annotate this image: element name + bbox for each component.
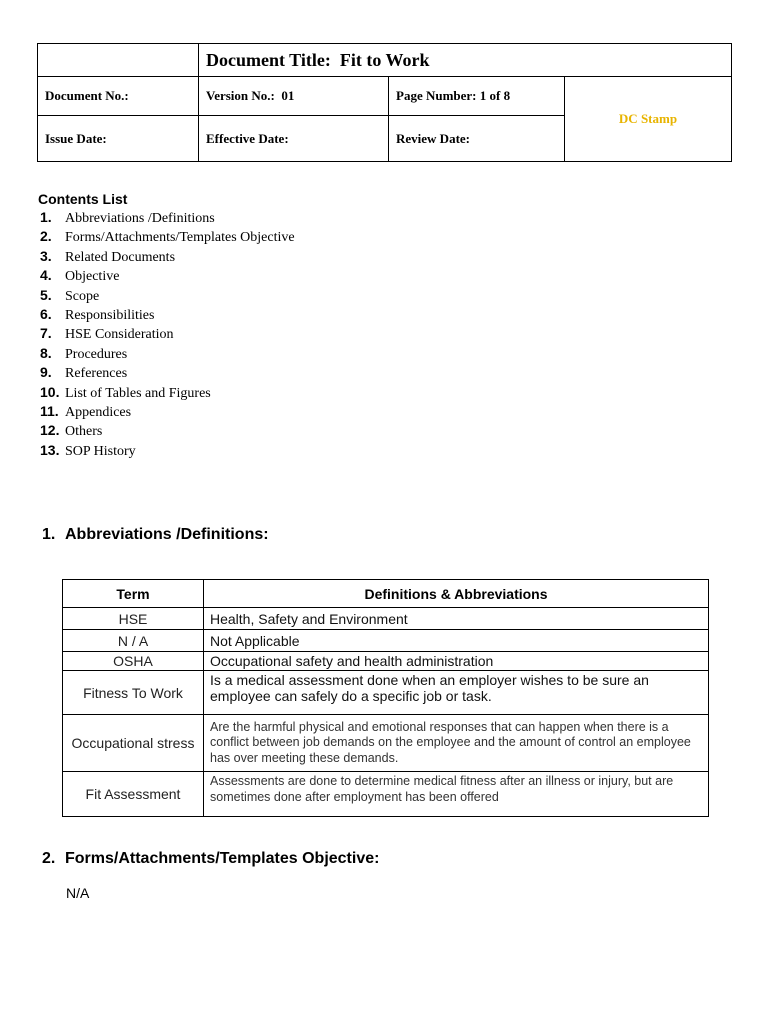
issue-date-label: Issue Date: [38, 116, 199, 162]
contents-item: 3. Related Documents [40, 247, 176, 265]
contents-item: 13. SOP History [40, 441, 136, 459]
definitions-table [62, 579, 709, 817]
contents-item: 12. Others [40, 422, 103, 440]
forms-section-body: N/A [66, 885, 90, 901]
document-no-label: Document No.: [38, 77, 199, 116]
column-header-definitions: Definitions & Abbreviations [204, 580, 709, 608]
section-heading-abbreviations: 1. Abbreviations /Definitions: [42, 526, 269, 543]
section-heading-forms: 2. Forms/Attachments/Templates Objective: [42, 850, 380, 867]
contents-item: 5. Scope [40, 286, 100, 304]
dc-stamp: DC Stamp [565, 77, 732, 162]
page-number: Page Number: 1 of 8 [389, 77, 565, 116]
table-header-row [63, 580, 709, 608]
contents-item: 2. Forms/Attachments/Templates Objective [40, 228, 295, 246]
contents-item: 10. List of Tables and Figures [40, 383, 211, 401]
contents-item: 9. References [40, 364, 128, 382]
contents-item: 4. Objective [40, 267, 120, 285]
contents-item: 6. Responsibilities [40, 305, 155, 323]
effective-date-label: Effective Date: [199, 116, 389, 162]
contents-item: 7. HSE Consideration [40, 325, 174, 343]
document-title-value: Fit to Work [339, 49, 430, 70]
column-header-term: Term [63, 580, 204, 608]
version-no: Version No.: 01 [199, 77, 389, 116]
contents-item: 8. Procedures [40, 344, 128, 362]
table-row: HSE Health, Safety and Environment [63, 608, 709, 630]
contents-item: 11. Appendices [40, 402, 132, 420]
contents-item: 1. Abbreviations /Definitions [40, 209, 215, 226]
review-date-label: Review Date: [389, 116, 565, 162]
table-row: Fitness To Work Is a medical assessment done when an employer wishes to be sure an employee can safely do a specific job or task. [63, 671, 709, 715]
document-title: Document Title: Fit to Work [199, 44, 732, 77]
document-header-table [37, 43, 732, 162]
header-blank-cell [38, 44, 199, 77]
table-row: Fit Assessment Assessments are done to determine medical fitness after an illness or injury, but are sometimes done after employment has been offered [63, 772, 709, 817]
contents-list [40, 208, 295, 460]
table-row: OSHA Occupational safety and health administration [63, 652, 709, 671]
table-row: N / A Not Applicable [63, 630, 709, 652]
contents-list-heading: Contents List [38, 191, 128, 207]
table-row: Occupational stress Are the harmful physical and emotional responses that can happen when there is a conflict between job demands on the employee and the amount of control an employee has over meeting these demands. [63, 715, 709, 772]
